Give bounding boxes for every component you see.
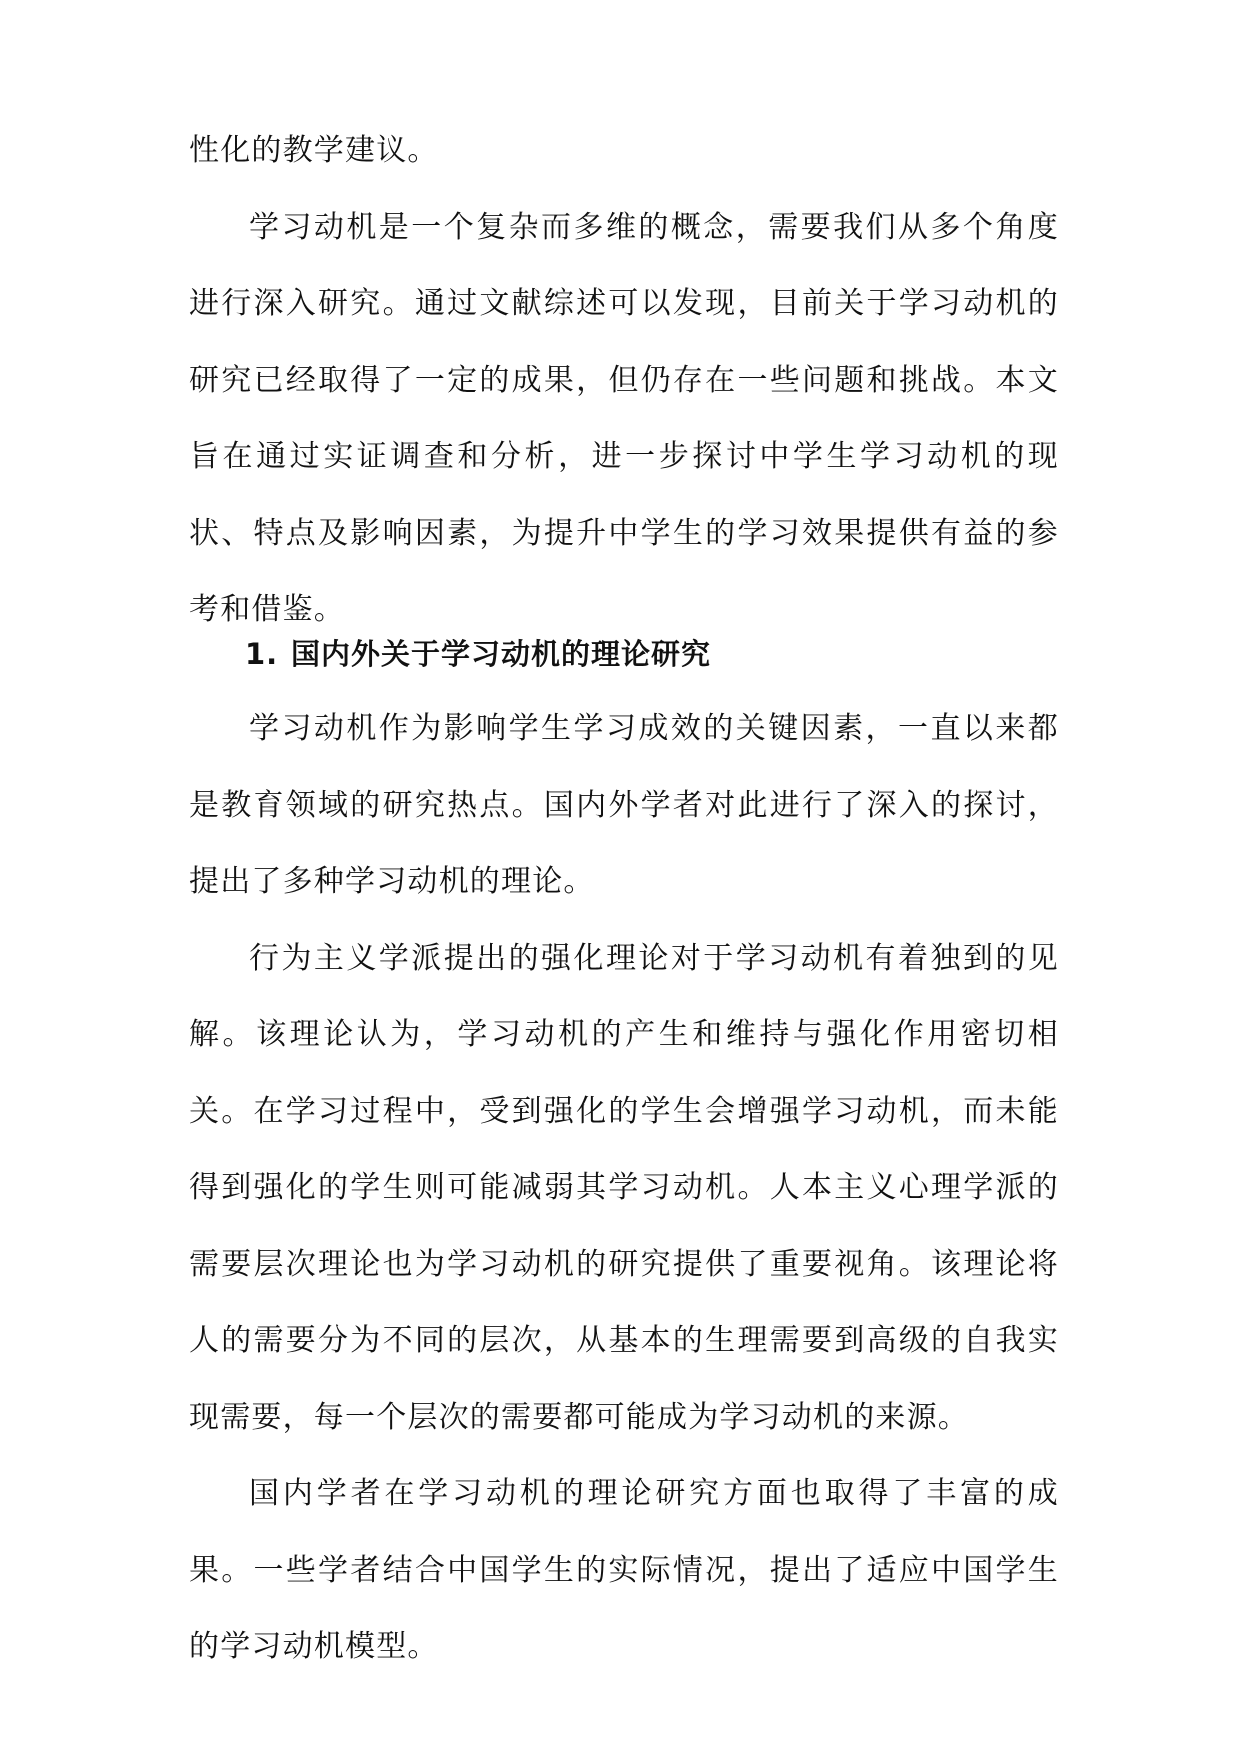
- section-title: 国内外关于学习动机的理论研究: [291, 637, 712, 671]
- paragraph: 国内学者在学习动机的理论研究方面也取得了丰富的成果。一些学者结合中国学生的实际情况，提出了适应中国学生的学习动机模型。: [189, 1476, 1059, 1664]
- paragraph: 学习动机是一个复杂而多维的概念，需要我们从多个角度进行深入研究。通过文献综述可以发现，目前关于学习动机的研究已经取得了一定的成果，但仍存在一些问题和挑战。本文旨在通过实证调查和分析，进一步探讨中学生学习动机的现状、特点及影响因素，为提升中学生的学习效果提供有益的参考和借鉴。: [189, 209, 1059, 627]
- body-text-bottom: [189, 691, 1059, 1686]
- paragraph-continuation: 性化的教学建议。: [189, 133, 439, 168]
- paragraph: 学习动机作为影响学生学习成效的关键因素，一直以来都是教育领域的研究热点。国内外学者对此进行了深入的探讨，提出了多种学习动机的理论。: [189, 711, 1059, 899]
- section-heading: [245, 625, 711, 683]
- paragraph: 行为主义学派提出的强化理论对于学习动机有着独到的见解。该理论认为，学习动机的产生和维持与强化作用密切相关。在学习过程中，受到强化的学生会增强学习动机，而未能得到强化的学生则可能减弱其学习动机。人本主义心理学派的需要层次理论也为学习动机的研究提供了重要视角。该理论将人的需要分为不同的层次，从基本的生理需要到高级的自我实现需要，每一个层次的需要都可能成为学习动机的来源。: [189, 940, 1059, 1435]
- section-number: 1.: [245, 637, 279, 671]
- body-text-top: [189, 113, 1059, 649]
